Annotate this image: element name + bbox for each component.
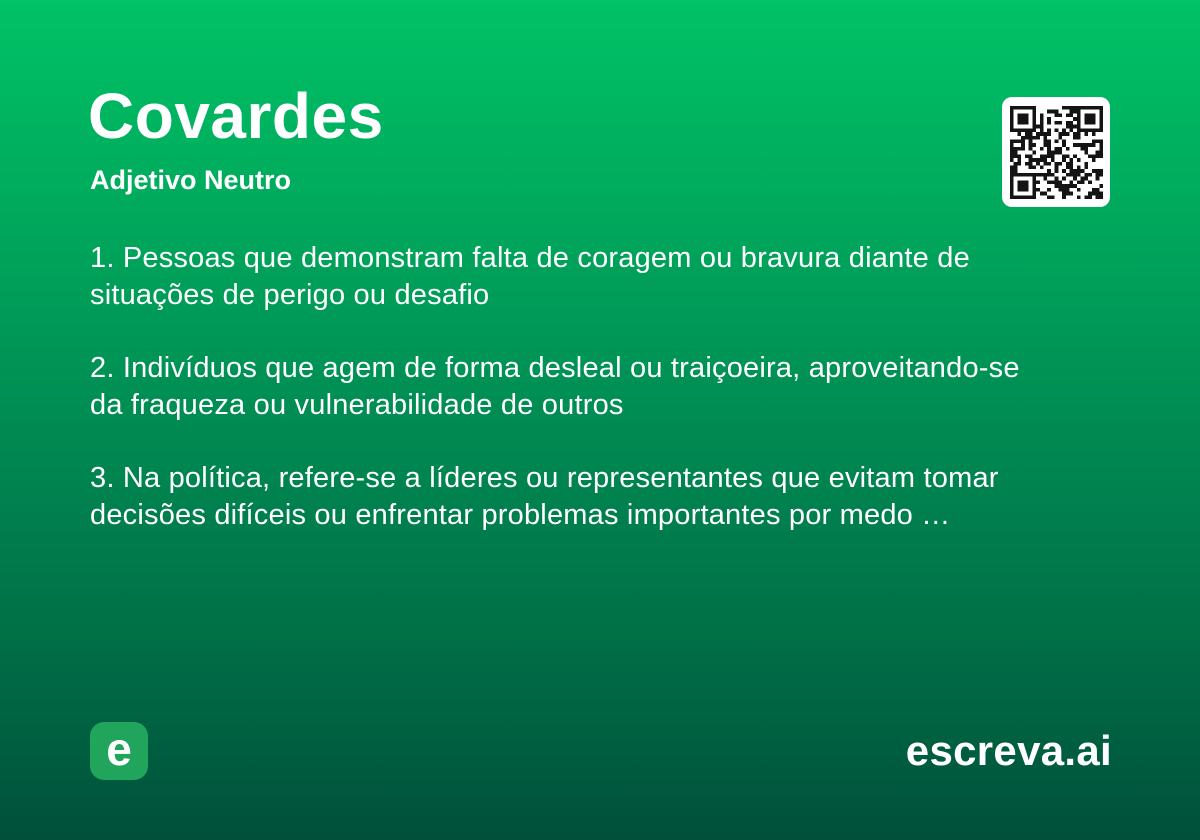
qr-code xyxy=(1002,97,1110,207)
escreva-logo-badge xyxy=(90,722,148,780)
definitions-list xyxy=(90,240,1040,570)
definition-2: 2. Indivíduos que agem de forma desleal ou traiçoeira, aproveitando-se da fraqueza ou vulnerabilidade de outros xyxy=(90,352,1020,421)
word-title: Covardes xyxy=(88,80,384,152)
definition-1: 1. Pessoas que demonstram falta de coragem ou bravura diante de situações de perigo ou desafio xyxy=(90,242,970,311)
brand-wordmark: escreva.ai xyxy=(905,727,1112,774)
qr-code-pattern xyxy=(1010,106,1103,199)
logo-letter: e xyxy=(106,723,132,775)
definition-3: 3. Na política, refere-se a líderes ou representantes que evitam tomar decisões difíceis ou enfrentar problemas importantes por medo … xyxy=(90,462,999,531)
word-type-subtitle: Adjetivo Neutro xyxy=(90,165,292,195)
